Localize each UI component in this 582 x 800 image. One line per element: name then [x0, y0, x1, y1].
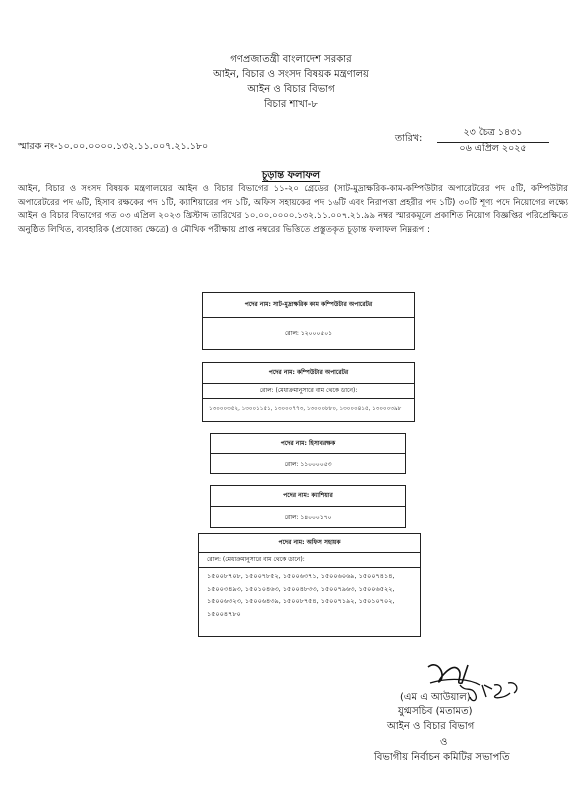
signatory-conjunction: ও [440, 737, 448, 748]
roll-line: ১৫০০৬৩২৩, ১৫০০৬৪৩৯, ১৫০০৮৭৫৪, ১৫০০৭১৯২, ১৫০১০৭০২, [207, 597, 395, 605]
date-english: ০৬ এপ্রিল ২০২৫ [459, 143, 527, 154]
header-ministry-govt: গণপ্রজাতন্ত্রী বাংলাদেশ সরকার [230, 54, 352, 65]
result-box-office-assistant [198, 533, 421, 637]
result-box-steno [202, 292, 415, 350]
roll-label: রোল: (মেধাক্রমানুসারে বাম থেকে ডানে): [203, 384, 414, 399]
post-name: পদের নাম: কম্পিউটার অপারেটর [203, 363, 414, 384]
signatory-role: বিভাগীয় নির্বাচন কমিটির সভাপতি [374, 752, 510, 763]
signatory-name: (এম এ আউয়াল) [400, 692, 471, 703]
roll-line: ১৫০০৮৭০৮, ১৫০০৭৮৫২, ১৫০০৬৩৭১, ১৫০০৬০৬৯, ১৫০০৭৪১৪, [207, 572, 395, 580]
roll-line: ১৫০০৪৭৮০ [207, 609, 241, 618]
roll-list: ১৩০০০৩৫২, ১৩০০১১৫১, ১৩০০০৭৭৩, ১৩০০০৮৮০, ১৩০০০৪১৫, ১৩০০০৩৯৮ [209, 406, 402, 412]
result-box-cashier [210, 485, 406, 528]
header-ministry: আইন, বিচার ও সংসদ বিষয়ক মন্ত্রণালয় [213, 69, 369, 80]
result-title-wrapper [0, 163, 582, 185]
post-name: পদের নাম: ক্যাশিয়ার [211, 486, 405, 507]
signatory-department: আইন ও বিচার বিভাগ [387, 721, 475, 732]
post-name: পদের নাম: হিসাবরক্ষক [211, 434, 405, 454]
body-paragraph: আইন, বিচার ও সংসদ বিষয়ক মন্ত্রণালয়ের আইন ও বিচার বিভাগের ১১-২০ গ্রেডের (সাট-মুদ্রাক্ষরিক-কাম-কম্পিউটার অপারেটরের পদ ৫টি, কম্পিউটার অপারেটরের পদ ৬টি, হিসাব রক্ষকের পদ ১টি, ক্যাশিয়ারের পদ ১টি, অফিস সহায়কের পদ ১৬টি এবং নিরাপত্তা প্রহরীর পদ ১টি) ৩০টি শূণ্য পদে নিয়োগের লক্ষ্যে আইন ও বিচার বিভাগের গত ০৩ এপ্রিল ২০২৩ খ্রিস্টাব্দ তারিখের ১০.০০.০০০০.১৩২.১১.০০৭.২১.৯৯ নম্বর স্মারকমূলে প্রকাশিত নিয়োগ বিজ্ঞপ্তির পরিপ্রেক্ষিতে অনুষ্ঠিত লিখিত, ব্যবহারিক (প্রযোজ্য ক্ষেত্রে) ও মৌখিক পরীক্ষায় প্রাপ্ত নম্বরের ভিত্তিতে প্রস্তুতকৃত চূড়ান্ত ফলাফল নিম্নরূপ : [18, 184, 568, 235]
signatory-designation: যুগ্মসচিব (মতামত) [398, 706, 473, 717]
roll-number: রোল: ১৪০০০১৭০ [284, 514, 332, 521]
date-label: তারিখ: [395, 133, 423, 144]
post-name: পদের নাম: সাট-মুদ্রাক্ষরিক কাম কম্পিউটার অপারেটর [203, 293, 414, 318]
roll-list [199, 568, 420, 622]
roll-line: ১৫০০৩৪৯৩, ১৫০১০৪৬৩, ১৫০০৪৮৩৩, ১৫০০৭৯৬৩, ১৫০০৬৫২২, [207, 584, 395, 593]
roll-label: রোল: (মেধাক্রমানুসারে বাম থেকে ডানে): [199, 553, 420, 568]
memo-reference: স্মারক নং-১০.০০.০০০০.১৩২.১১.০০৭.২১.১৮০ [18, 141, 209, 152]
date-bangla: ২৩ চৈত্র ১৪৩১ [437, 126, 549, 143]
header-section: বিচার শাখা-৮ [264, 99, 318, 110]
result-title: চূড়ান্ত ফলাফল [261, 170, 321, 181]
roll-number: রোল: ১১০০০০৫৩ [284, 461, 332, 468]
header-division: আইন ও বিচার বিভাগ [247, 84, 335, 95]
result-box-computer-operator [202, 362, 415, 422]
post-name: পদের নাম: অফিস সহায়ক [199, 534, 420, 553]
result-box-accountant [210, 433, 406, 474]
roll-number: রোল: ১২০০০৫০১ [284, 330, 333, 337]
